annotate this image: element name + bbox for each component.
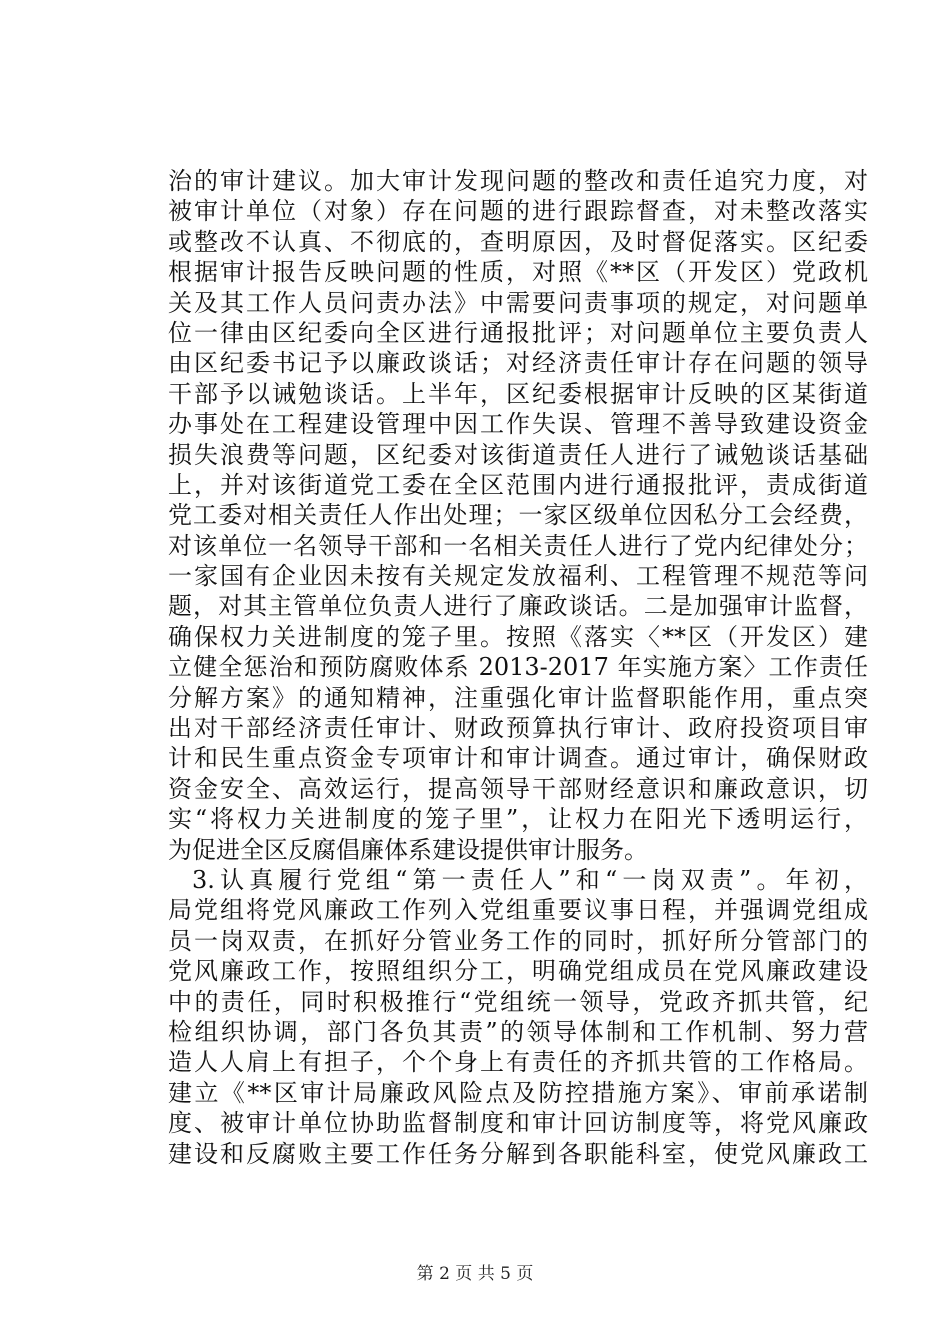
text-line: 一家国有企业因未按有关规定发放福利、工程管理不规范等问 <box>168 562 868 591</box>
text-line: 出对干部经济责任审计、财政预算执行审计、政府投资项目审 <box>168 714 868 743</box>
text-line: 检组织协调，部门各负其责”的领导体制和工作机制、努力营 <box>168 1017 868 1046</box>
text-line: 被审计单位（对象）存在问题的进行跟踪督查，对未整改落实 <box>168 197 868 226</box>
document-body <box>168 166 868 1169</box>
text-line: 题，对其主管单位负责人进行了廉政谈话。二是加强审计监督， <box>168 592 868 621</box>
text-line: 位一律由区纪委向全区进行通报批评；对问题单位主要负责人 <box>168 318 868 347</box>
text-line: 办事处在工程建设管理中因工作失误、管理不善导致建设资金 <box>168 410 868 439</box>
text-line: 3.认真履行党组“第一责任人”和“一岗双责”。年初， <box>192 865 868 894</box>
text-line: 对该单位一名领导干部和一名相关责任人进行了党内纪律处分； <box>168 531 868 560</box>
text-line: 造人人肩上有担子，个个身上有责任的齐抓共管的工作格局。 <box>168 1048 868 1077</box>
text-line: 实“将权力关进制度的笼子里”，让权力在阳光下透明运行， <box>168 805 868 834</box>
text-line: 确保权力关进制度的笼子里。按照《落实〈**区（开发区）建 <box>168 622 868 651</box>
text-line: 建立《**区审计局廉政风险点及防控措施方案》、审前承诺制 <box>168 1078 868 1107</box>
page-footer <box>0 1263 950 1285</box>
text-line: 为促进全区反腐倡廉体系建设提供审计服务。 <box>168 835 648 864</box>
text-line: 员一岗双责，在抓好分管业务工作的同时，抓好所分管部门的 <box>168 926 868 955</box>
text-line: 度、被审计单位协助监督制度和审计回访制度等，将党风廉政 <box>168 1109 868 1138</box>
text-line: 治的审计建议。加大审计发现问题的整改和责任追究力度，对 <box>168 167 868 195</box>
text-line: 干部予以诫勉谈话。上半年，区纪委根据审计反映的区某街道 <box>168 379 868 408</box>
text-line: 局党组将党风廉政工作列入党组重要议事日程，并强调党组成 <box>168 896 868 925</box>
text-line: 党工委对相关责任人作出处理；一家区级单位因私分工会经费， <box>168 501 868 530</box>
text-line: 损失浪费等问题，区纪委对该街道责任人进行了诫勉谈话基础 <box>168 440 868 469</box>
text-line: 立健全惩治和预防腐败体系 2013-2017 年实施方案〉工作责任 <box>168 653 868 682</box>
text-line: 计和民生重点资金专项审计和审计调查。通过审计，确保财政 <box>168 744 868 773</box>
text-line: 根据审计报告反映问题的性质，对照《**区（开发区）党政机 <box>168 258 868 287</box>
text-line: 上，并对该街道党工委在全区范围内进行通报批评，责成街道 <box>168 470 868 499</box>
page-number-label: 第 2 页 共 5 页 <box>416 1264 534 1284</box>
text-line: 建设和反腐败主要工作任务分解到各职能科室，使党风廉政工 <box>168 1139 868 1168</box>
text-line: 中的责任，同时积极推行“党组统一领导，党政齐抓共管，纪 <box>168 987 868 1016</box>
text-line: 资金安全、高效运行，提高领导干部财经意识和廉政意识，切 <box>168 774 868 803</box>
text-line: 由区纪委书记予以廉政谈话；对经济责任审计存在问题的领导 <box>168 349 868 378</box>
text-line: 分解方案》的通知精神，注重强化审计监督职能作用，重点突 <box>168 683 868 712</box>
text-line: 关及其工作人员问责办法》中需要问责事项的规定，对问题单 <box>168 288 868 317</box>
text-line: 或整改不认真、不彻底的，查明原因，及时督促落实。区纪委 <box>168 227 868 256</box>
text-line: 党风廉政工作，按照组织分工，明确党组成员在党风廉政建设 <box>168 957 868 986</box>
